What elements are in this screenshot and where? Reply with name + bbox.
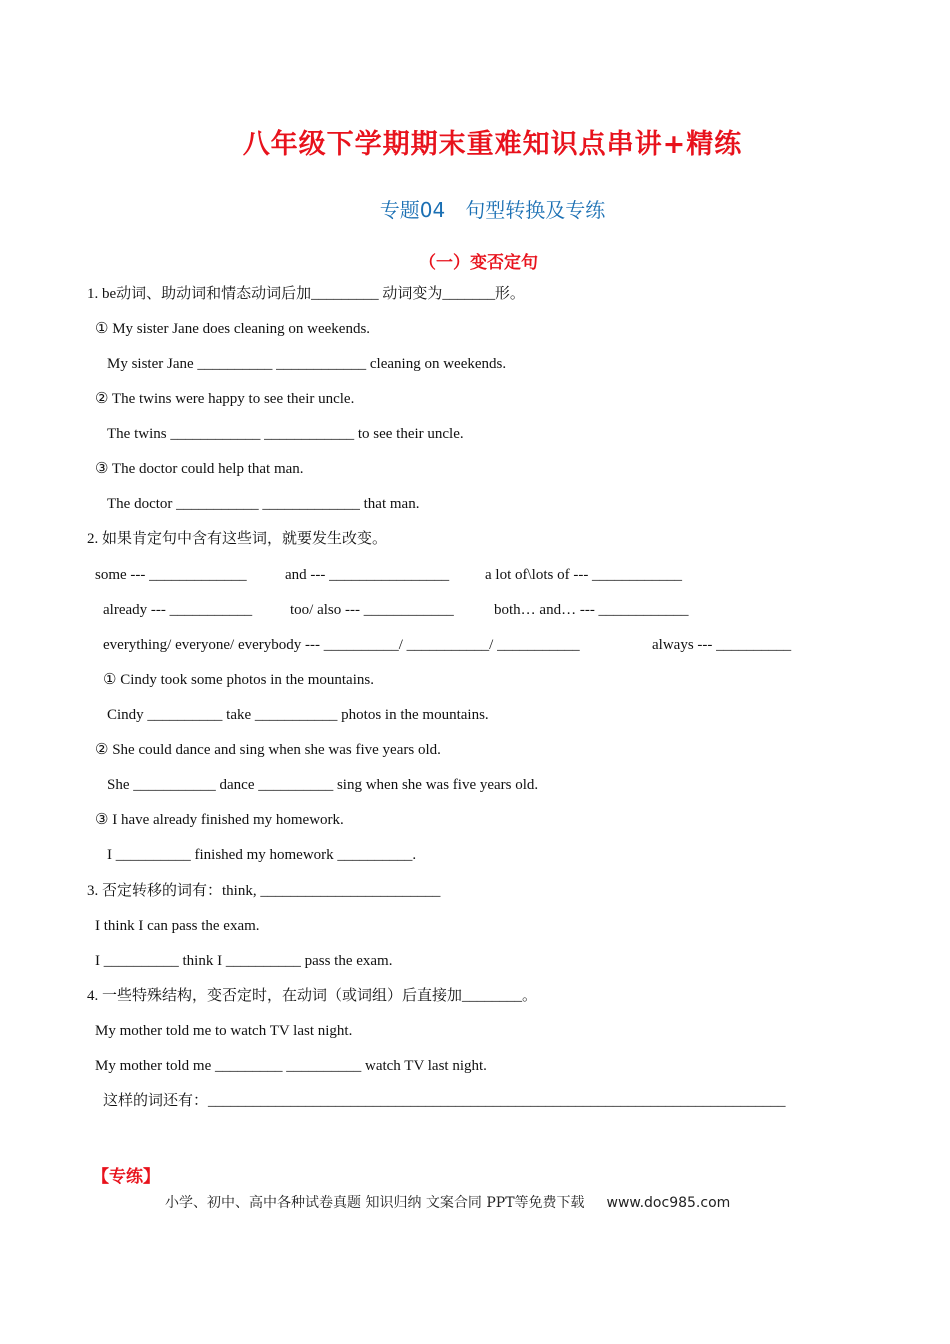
rule-4: 4. 一些特殊结构，变否定时，在动词（或词组）后直接加________。 [87,988,538,1004]
exercise-line: Cindy __________ take ___________ photos in the mountains. [107,707,489,723]
exercise-line: My sister Jane __________ ____________ cleaning on weekends. [107,356,507,372]
example-sentence: ① My sister Jane does cleaning on weekends. [95,321,371,337]
example-sentence: I think I can pass the exam. [95,918,260,934]
example-sentence: ③ The doctor could help that man. [95,461,304,477]
page-title: 八年级下学期期末重难知识点串讲+精练 [242,129,743,160]
word-pair: and --- ________________ [285,567,450,583]
footer-text: 小学、初中、高中各种试卷真题 知识归纳 文案合同 PPT等免费下载 [165,1195,585,1211]
example-sentence: ③ I have already finished my homework. [95,812,344,828]
rule-3: 3. 否定转移的词有：think, ________________________ [87,883,441,899]
practice-heading: 【专练】 [92,1167,160,1187]
topic-subtitle: 专题04 句型转换及专练 [379,198,606,222]
word-pair: already --- ___________ [103,602,253,618]
word-pair: everything/ everyone/ everybody --- __________/ ___________/ ___________ [103,637,580,653]
exercise-line: I __________ think I __________ pass the exam. [95,953,393,969]
rule-2: 2. 如果肯定句中含有这些词，就要发生改变。 [87,531,388,547]
example-sentence: ② The twins were happy to see their uncle. [95,391,355,407]
section-heading: （一）变否定句 [419,253,538,273]
footer-url[interactable]: www.doc985.com [606,1195,731,1211]
word-pair: a lot of\lots of --- ____________ [485,567,683,583]
example-sentence: ② She could dance and sing when she was five years old. [95,742,441,758]
example-sentence: My mother told me to watch TV last night. [95,1023,353,1039]
exercise-line: The twins ____________ ____________ to see their uncle. [107,426,464,442]
exercise-line: My mother told me _________ __________ watch TV last night. [95,1058,487,1074]
exercise-line: The doctor ___________ _____________ that man. [107,496,420,512]
word-pair: both… and… --- ____________ [494,602,689,618]
exercise-line: I __________ finished my homework __________. [107,847,417,863]
footer [165,1192,730,1212]
word-pair: too/ also --- ____________ [290,602,454,618]
rule-1: 1. be动词、助动词和情态动词后加_________ 动词变为_______形。 [87,286,525,302]
example-sentence: ① Cindy took some photos in the mountains. [103,672,374,688]
more-words-line: 这样的词还有：_____________________________________________________________________________ [103,1093,786,1109]
word-pair: some --- _____________ [95,567,247,583]
exercise-line: She ___________ dance __________ sing when she was five years old. [107,777,539,793]
word-pair: always --- __________ [652,637,792,653]
